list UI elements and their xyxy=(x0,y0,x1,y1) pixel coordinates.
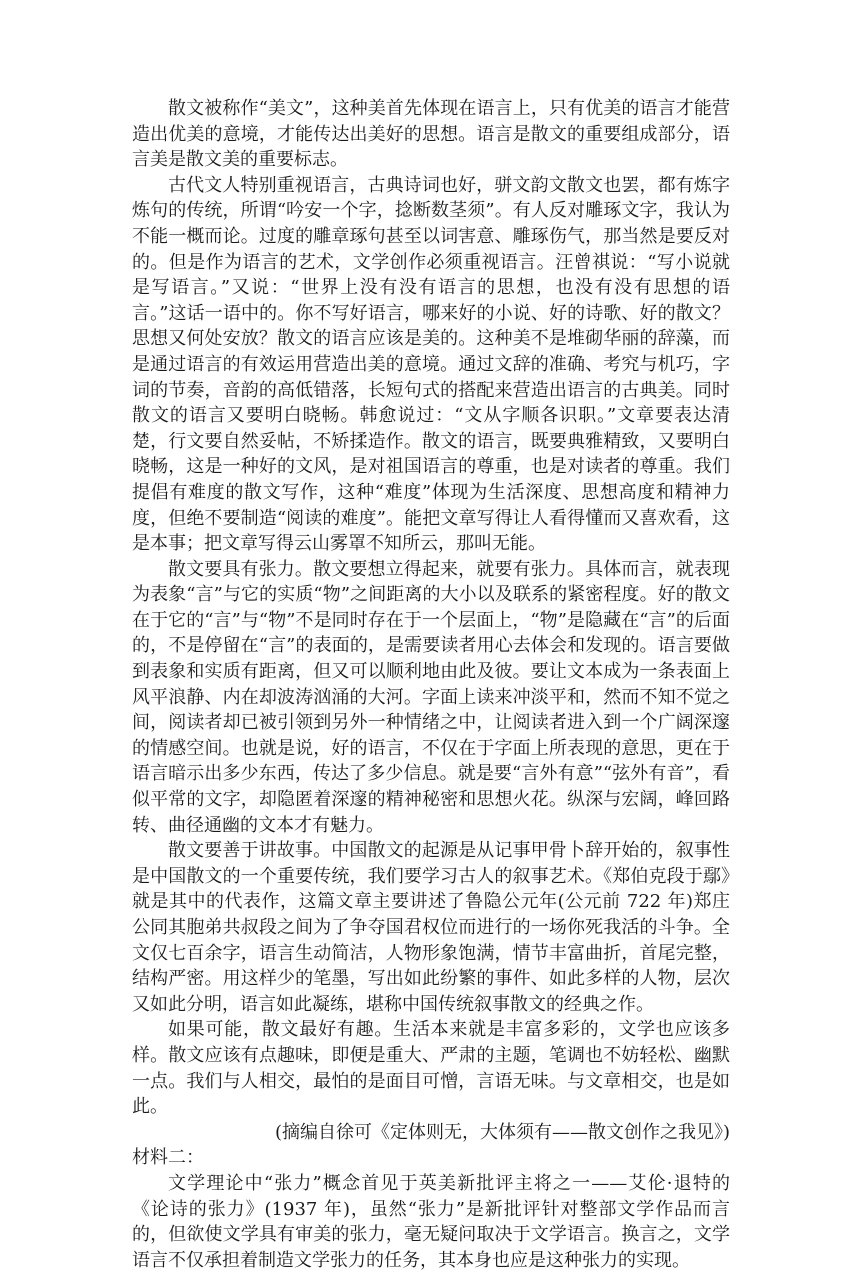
paragraph-intro: 散文被称作“美文”，这种美首先体现在语言上，只有优美的语言才能营造出优美的意境，才能传达出美好的思想。语言是散文的重要组成部分，语言美是散文美的重要标志。 xyxy=(132,98,730,171)
paragraph-tension: 散文要具有张力。散文要想立得起来，就要有张力。具体而言，就表现为表象“言”与它的实质“物”之间距离的大小以及联系的紧密程度。好的散文在于它的“言”与“物”不是同时存在于一个层面上，“物”是隐藏在“言”的后面的，不是停留在“言”的表面的，是需要读者用心去体会和发现的。语言要做到表象和实质有距离，但又可以顺利地由此及彼。要让文本成为一条表面上风平浪静、内在却波涛汹涌的大河。字面上读来冲淡平和，然而不知不觉之间，阅读者却已被引领到另外一种情绪之中，让阅读者进入到一个广阔深邃的情感空间。也就是说，好的语言，不仅在于字面上所表现的意思，更在于语言暗示出多少东西，传达了多少信息。就是要“言外有意”“弦外有音”，看似平常的文字，却隐匿着深邃的精神秘密和思想火花。纵深与宏阔，峰回路转、曲径通幽的文本才有魅力。 xyxy=(132,558,730,836)
article-body xyxy=(132,96,730,1273)
material-two-label: 材料二： xyxy=(132,1147,204,1169)
material-two-paragraph: 文学理论中“张力”概念首见于英美新批评主将之一——艾伦·退特的《论诗的张力》(1937 年)，虽然“张力”是新批评针对整部文学作品而言的，但欲使文学具有审美的张力，毫无疑问取决于文学语言。换言之，文学语言不仅承担着制造文学张力的任务，其本身也应是这种张力的实现。 xyxy=(132,1172,730,1271)
paragraph-storytelling: 散文要善于讲故事。中国散文的起源是从记事甲骨卜辞开始的，叙事性是中国散文的一个重要传统，我们要学习古人的叙事艺术。《郑伯克段于鄢》就是其中的代表作，这篇文章主要讲述了鲁隐公元年(公元前 722 年)郑庄公同其胞弟共叔段之间为了争夺国君权位而进行的一场你死我活的斗争。全文仅七百余字，语言生动简洁，人物形象饱满，情节丰富曲折，首尾完整，结构严密。用这样少的笔墨，写出如此纷繁的事件、如此多样的人物，层次又如此分明，语言如此凝练，堪称中国传统叙事散文的经典之作。 xyxy=(132,840,730,1015)
paragraph-interest: 如果可能，散文最好有趣。生活本来就是丰富多彩的，文学也应该多样。散文应该有点趣味，即便是重大、严肃的主题，笔调也不妨轻松、幽默一点。我们与人相交，最怕的是面目可憎，言语无味。与文章相交，也是如此。 xyxy=(132,1019,730,1118)
source-attribution: (摘编自徐可《定体则无，大体须有——散文创作之我见》) xyxy=(274,1121,730,1143)
paragraph-language: 古代文人特别重视语言，古典诗词也好，骈文韵文散文也罢，都有炼字炼句的传统，所谓“吟安一个字，捻断数茎须”。有人反对雕琢文字，我认为不能一概而论。过度的雕章琢句甚至以词害意、雕琢伤气，那当然是要反对的。但是作为语言的艺术，文学创作必须重视语言。汪曾祺说：“写小说就是写语言。”又说：“世界上没有没有语言的思想，也没有没有思想的语言。”这话一语中的。你不写好语言，哪来好的小说、好的诗歌、好的散文？思想又何处安放？散文的语言应该是美的。这种美不是堆砌华丽的辞藻，而是通过语言的有效运用营造出美的意境。通过文辞的准确、考究与机巧，字词的节奏，音韵的高低错落，长短句式的搭配来营造出语言的古典美。同时散文的语言又要明白晓畅。韩愈说过：“文从字顺各识职。”文章要表达清楚，行文要自然妥帖，不矫揉造作。散文的语言，既要典雅精致，又要明白晓畅，这是一种好的文风，是对祖国语言的尊重，也是对读者的尊重。我们提倡有难度的散文写作，这种“难度”体现为生活深度、思想高度和精神力度，但绝不要制造“阅读的难度”。能把文章写得让人看得懂而又喜欢看，这是本事；把文章写得云山雾罩不知所云，那叫无能。 xyxy=(132,174,730,555)
